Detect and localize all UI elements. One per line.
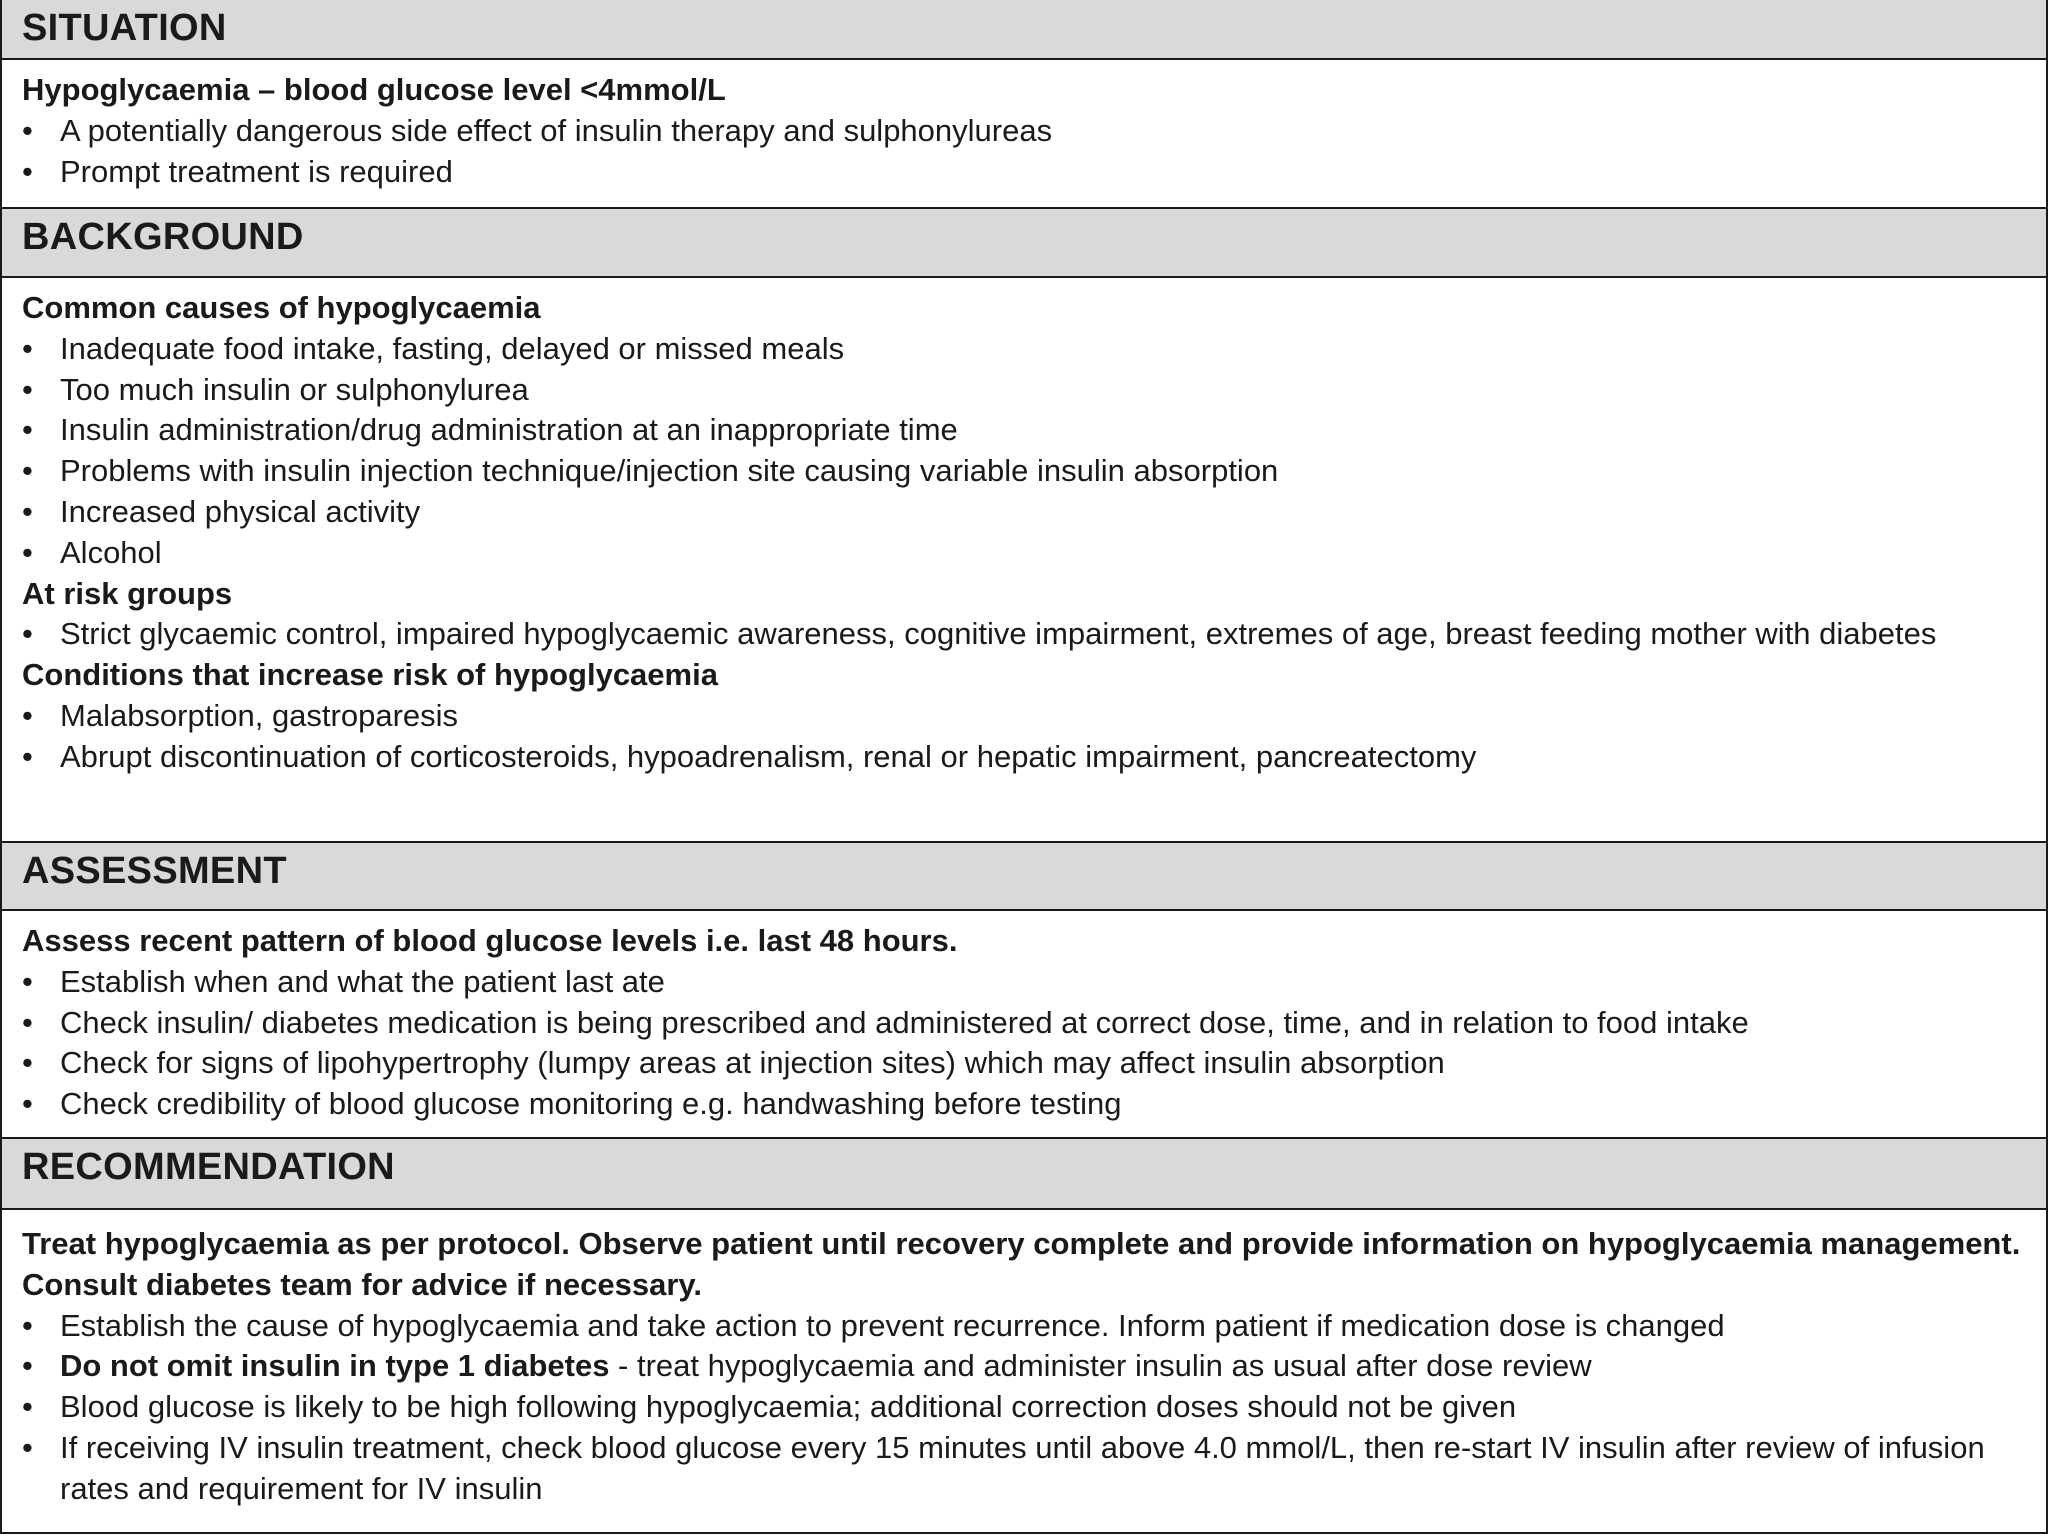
bullet-icon: • (22, 1045, 33, 1081)
background-body (2, 278, 2046, 841)
list-item (22, 1043, 2026, 1084)
bullet-icon: • (22, 1086, 33, 1122)
recommendation-heading: Treat hypoglycaemia as per protocol. Observe patient until recovery complete and provide information on hypoglycaemia management. Consult diabetes team for advice if necessary. (22, 1226, 2021, 1302)
list-item-text: Malabsorption, gastroparesis (60, 697, 459, 733)
assessment-header (2, 841, 2046, 911)
list-item (22, 696, 2026, 737)
list-item-text: Check credibility of blood glucose monitoring e.g. handwashing before testing (60, 1086, 1122, 1122)
risk-groups-heading: At risk groups (22, 575, 233, 611)
list-item (22, 492, 2026, 533)
list-item (22, 1387, 2026, 1428)
list-item-text: Increased physical activity (60, 493, 421, 529)
list-item-text: A potentially dangerous side effect of insulin therapy and sulphonylureas (60, 112, 1053, 148)
bullet-icon: • (22, 1348, 33, 1384)
list-item (22, 1346, 2026, 1387)
bullet-icon: • (22, 1429, 33, 1465)
list-item (22, 410, 2026, 451)
list-item-text: Problems with insulin injection technique/injection site causing variable insulin absorption (60, 453, 1279, 489)
bullet-icon: • (22, 963, 33, 999)
bullet-icon: • (22, 1004, 33, 1040)
bullet-icon: • (22, 153, 33, 189)
list-item-text: Establish the cause of hypoglycaemia and take action to prevent recurrence. Inform patient if medication dose is changed (60, 1307, 1725, 1343)
bullet-icon: • (22, 453, 33, 489)
list-item-text: Check insulin/ diabetes medication is being prescribed and administered at correct dose, time, and in relation to food intake (60, 1004, 1749, 1040)
list-item-text: Inadequate food intake, fasting, delayed or missed meals (60, 330, 845, 366)
bullet-icon: • (22, 1389, 33, 1425)
assessment-title: ASSESSMENT (22, 850, 287, 892)
list-item-text: Too much insulin or sulphonylurea (60, 371, 529, 407)
background-title: BACKGROUND (22, 216, 304, 258)
bullet-icon: • (22, 493, 33, 529)
list-item-text: Prompt treatment is required (60, 153, 453, 189)
bullet-icon: • (22, 330, 33, 366)
situation-body (2, 60, 2046, 207)
list-item (22, 962, 2026, 1003)
assessment-body (2, 911, 2046, 1137)
list-item (22, 370, 2026, 411)
list-item-text: If receiving IV insulin treatment, check blood glucose every 15 minutes until above 4.0 mmol/L, then re-start IV insulin after review of infusion rates and requirement for IV insulin (60, 1429, 1985, 1506)
list-item (22, 152, 2026, 193)
list-item (22, 1003, 2026, 1044)
bullet-icon: • (22, 534, 33, 570)
list-item (22, 1306, 2026, 1347)
list-item (22, 737, 2026, 778)
emphasis-text: Do not omit insulin in type 1 diabetes (60, 1348, 610, 1384)
list-item (22, 329, 2026, 370)
list-item-text (60, 1346, 2026, 1387)
list-item-text: Check for signs of lipohypertrophy (lumpy areas at injection sites) which may affect insulin absorption (60, 1045, 1445, 1081)
situation-header (2, 0, 2046, 60)
situation-title: SITUATION (22, 7, 227, 49)
conditions-heading: Conditions that increase risk of hypoglycaemia (22, 657, 718, 693)
recommendation-title: RECOMMENDATION (22, 1146, 395, 1188)
assessment-heading: Assess recent pattern of blood glucose levels i.e. last 48 hours. (22, 923, 958, 958)
bullet-icon: • (22, 371, 33, 407)
situation-heading: Hypoglycaemia – blood glucose level <4mmol/L (22, 72, 726, 107)
list-item (22, 111, 2026, 152)
list-item (22, 1084, 2026, 1125)
bullet-icon: • (22, 1307, 33, 1343)
bullet-icon: • (22, 738, 33, 774)
bullet-icon: • (22, 616, 33, 652)
list-item-text: Abrupt discontinuation of corticosteroids, hypoadrenalism, renal or hepatic impairment, pancreatectomy (60, 738, 1477, 774)
list-item-text: Establish when and what the patient last ate (60, 963, 665, 999)
list-item (22, 451, 2026, 492)
list-item-text: Insulin administration/drug administration at an inappropriate time (60, 412, 958, 448)
background-header (2, 207, 2046, 278)
list-item (22, 1428, 2026, 1510)
bullet-icon: • (22, 412, 33, 448)
list-item-text: Blood glucose is likely to be high following hypoglycaemia; additional correction doses should not be given (60, 1389, 1517, 1425)
list-item-text: Alcohol (60, 534, 162, 570)
recommendation-body (2, 1210, 2046, 1536)
list-item (22, 533, 2026, 574)
list-item (22, 614, 2026, 655)
bullet-icon: • (22, 697, 33, 733)
bullet-icon: • (22, 112, 33, 148)
list-item-text: Strict glycaemic control, impaired hypoglycaemic awareness, cognitive impairment, extremes of age, breast feeding mother with diabetes (60, 616, 1937, 652)
causes-heading: Common causes of hypoglycaemia (22, 290, 541, 325)
recommendation-header (2, 1137, 2046, 1210)
list-item-text-rest: - treat hypoglycaemia and administer insulin as usual after dose review (609, 1348, 1592, 1384)
